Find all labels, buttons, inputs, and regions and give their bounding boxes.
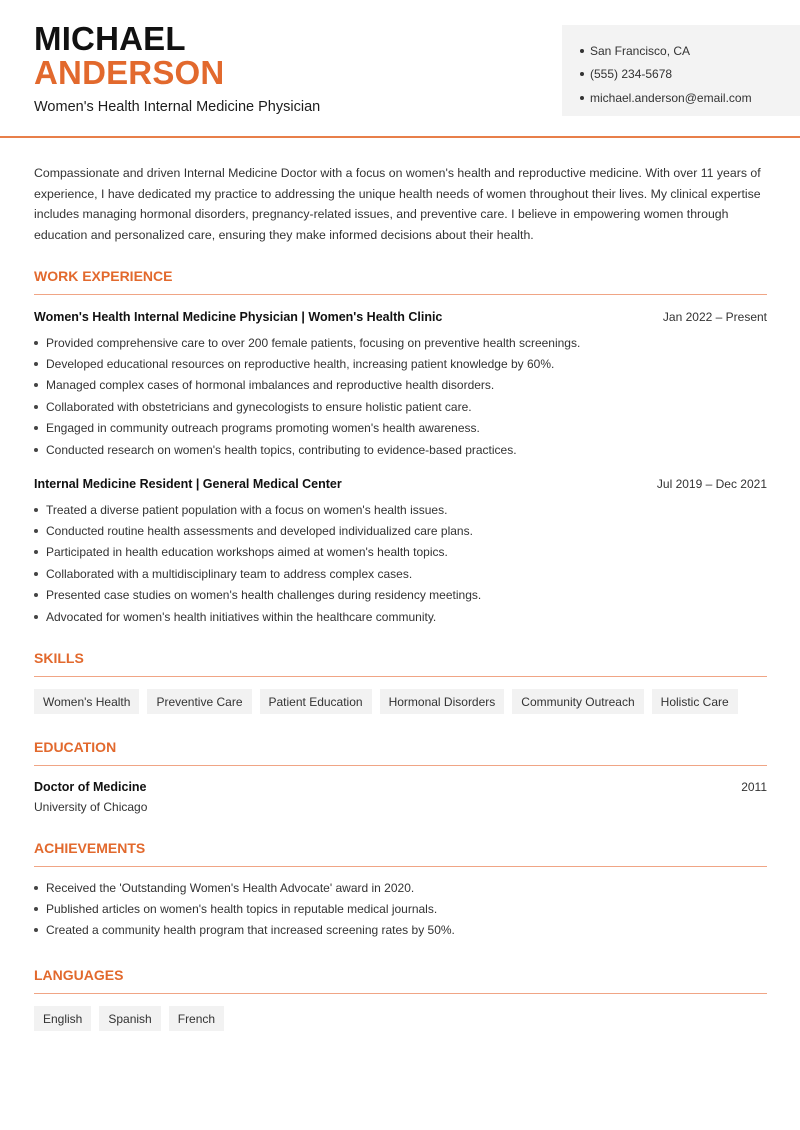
list-item	[34, 898, 764, 919]
bullet-icon	[34, 886, 38, 890]
section-heading-achievements: ACHIEVEMENTS	[34, 840, 767, 867]
contact-email	[580, 86, 800, 110]
bullet-icon	[34, 405, 38, 409]
job-1-date: Jan 2022 – Present	[662, 310, 767, 324]
section-heading-education: EDUCATION	[34, 739, 767, 766]
bullet-text: Received the 'Outstanding Women's Health Advocate' award in 2020.	[46, 880, 415, 895]
job-1-title: Women's Health Internal Medicine Physician | Women's Health Clinic	[34, 310, 443, 324]
list-item	[34, 375, 764, 396]
list-item	[34, 332, 764, 353]
job-2-date: Jul 2019 – Dec 2021	[656, 477, 767, 491]
bullet-text: Developed educational resources on reproductive health, increasing patient knowledge by 60%.	[46, 357, 555, 372]
education-school: University of Chicago	[34, 800, 148, 814]
bullet-icon	[580, 49, 584, 53]
list-item	[34, 520, 764, 541]
bullet-icon	[34, 341, 38, 345]
bullet-text: Participated in health education workshops aimed at women's health topics.	[46, 545, 448, 560]
bullet-icon	[34, 426, 38, 430]
location-text: San Francisco, CA	[590, 43, 691, 58]
bullet-icon	[34, 907, 38, 911]
bullet-icon	[34, 615, 38, 619]
skill-tag: Holistic Care	[652, 689, 738, 714]
bullet-text: Published articles on women's health topics in reputable medical journals.	[46, 902, 438, 917]
education-year: 2011	[741, 780, 767, 794]
list-item	[34, 585, 764, 606]
job-2-bullets	[34, 499, 764, 627]
bullet-text: Created a community health program that increased screening rates by 50%.	[46, 923, 455, 938]
education-degree: Doctor of Medicine	[34, 780, 147, 794]
bullet-icon	[34, 928, 38, 932]
first-name: MICHAEL	[34, 20, 186, 57]
languages-tags	[34, 1006, 224, 1031]
language-tag: English	[34, 1006, 91, 1031]
bullet-icon	[34, 572, 38, 576]
achievements-list	[34, 877, 764, 941]
skill-tag: Community Outreach	[512, 689, 643, 714]
list-item	[34, 418, 764, 439]
bullet-text: Conducted routine health assessments and developed individualized care plans.	[46, 524, 473, 539]
list-item	[34, 353, 764, 374]
bullet-icon	[34, 448, 38, 452]
bullet-icon	[34, 508, 38, 512]
bullet-text: Collaborated with obstetricians and gynecologists to ensure holistic patient care.	[46, 399, 472, 414]
bullet-icon	[34, 362, 38, 366]
bullet-icon	[34, 593, 38, 597]
list-item	[34, 877, 764, 898]
contact-phone	[580, 63, 800, 87]
bullet-text: Advocated for women's health initiatives within the healthcare community.	[46, 609, 437, 624]
section-heading-languages: LANGUAGES	[34, 967, 767, 994]
bullet-icon	[580, 96, 584, 100]
email-text: michael.anderson@email.com	[590, 90, 752, 105]
list-item	[34, 563, 764, 584]
language-tag: Spanish	[99, 1006, 160, 1031]
job-title-headline: Women's Health Internal Medicine Physician	[34, 99, 321, 115]
skill-tag: Patient Education	[260, 689, 372, 714]
list-item	[34, 396, 764, 417]
bullet-icon	[580, 72, 584, 76]
skill-tag: Hormonal Disorders	[380, 689, 505, 714]
bullet-icon	[34, 383, 38, 387]
bullet-icon	[34, 550, 38, 554]
candidate-name	[34, 22, 224, 90]
language-tag: French	[169, 1006, 224, 1031]
bullet-text: Treated a diverse patient population with a focus on women's health issues.	[46, 502, 448, 517]
section-heading-work: WORK EXPERIENCE	[34, 268, 767, 295]
bullet-text: Managed complex cases of hormonal imbalances and reproductive health disorders.	[46, 378, 495, 393]
bullet-text: Presented case studies on women's health challenges during residency meetings.	[46, 588, 482, 603]
job-2-title: Internal Medicine Resident | General Medical Center	[34, 477, 342, 491]
job-1-bullets	[34, 332, 764, 460]
list-item	[34, 499, 764, 520]
bullet-text: Provided comprehensive care to over 200 female patients, focusing on preventive health screenings.	[46, 335, 581, 350]
summary-paragraph: Compassionate and driven Internal Medicine Doctor with a focus on women's health and reproductive medicine. With over 11 years of experience, I have dedicated my practice to addressing the unique health needs of women throughout their lives. My clinical expertise includes managing hormonal disorders, pregnancy-related issues, and preventive care. I believe in empowering women through education and personalized care, ensuring they make informed decisions about their health.	[34, 166, 761, 243]
bullet-text: Engaged in community outreach programs promoting women's health awareness.	[46, 421, 480, 436]
list-item	[34, 606, 764, 627]
phone-text: (555) 234-5678	[590, 67, 673, 82]
bullet-text: Collaborated with a multidisciplinary team to address complex cases.	[46, 566, 413, 581]
contact-box	[562, 25, 800, 116]
skill-tag: Preventive Care	[147, 689, 251, 714]
skill-tag: Women's Health	[34, 689, 139, 714]
skills-tags	[34, 689, 738, 714]
list-item	[34, 542, 764, 563]
last-name: ANDERSON	[34, 54, 225, 91]
section-heading-skills: SKILLS	[34, 650, 767, 677]
list-item	[34, 439, 764, 460]
bullet-text: Conducted research on women's health topics, contributing to evidence-based practices.	[46, 442, 517, 457]
resume-header	[0, 0, 800, 138]
list-item	[34, 920, 764, 941]
bullet-icon	[34, 529, 38, 533]
contact-location	[580, 39, 800, 63]
